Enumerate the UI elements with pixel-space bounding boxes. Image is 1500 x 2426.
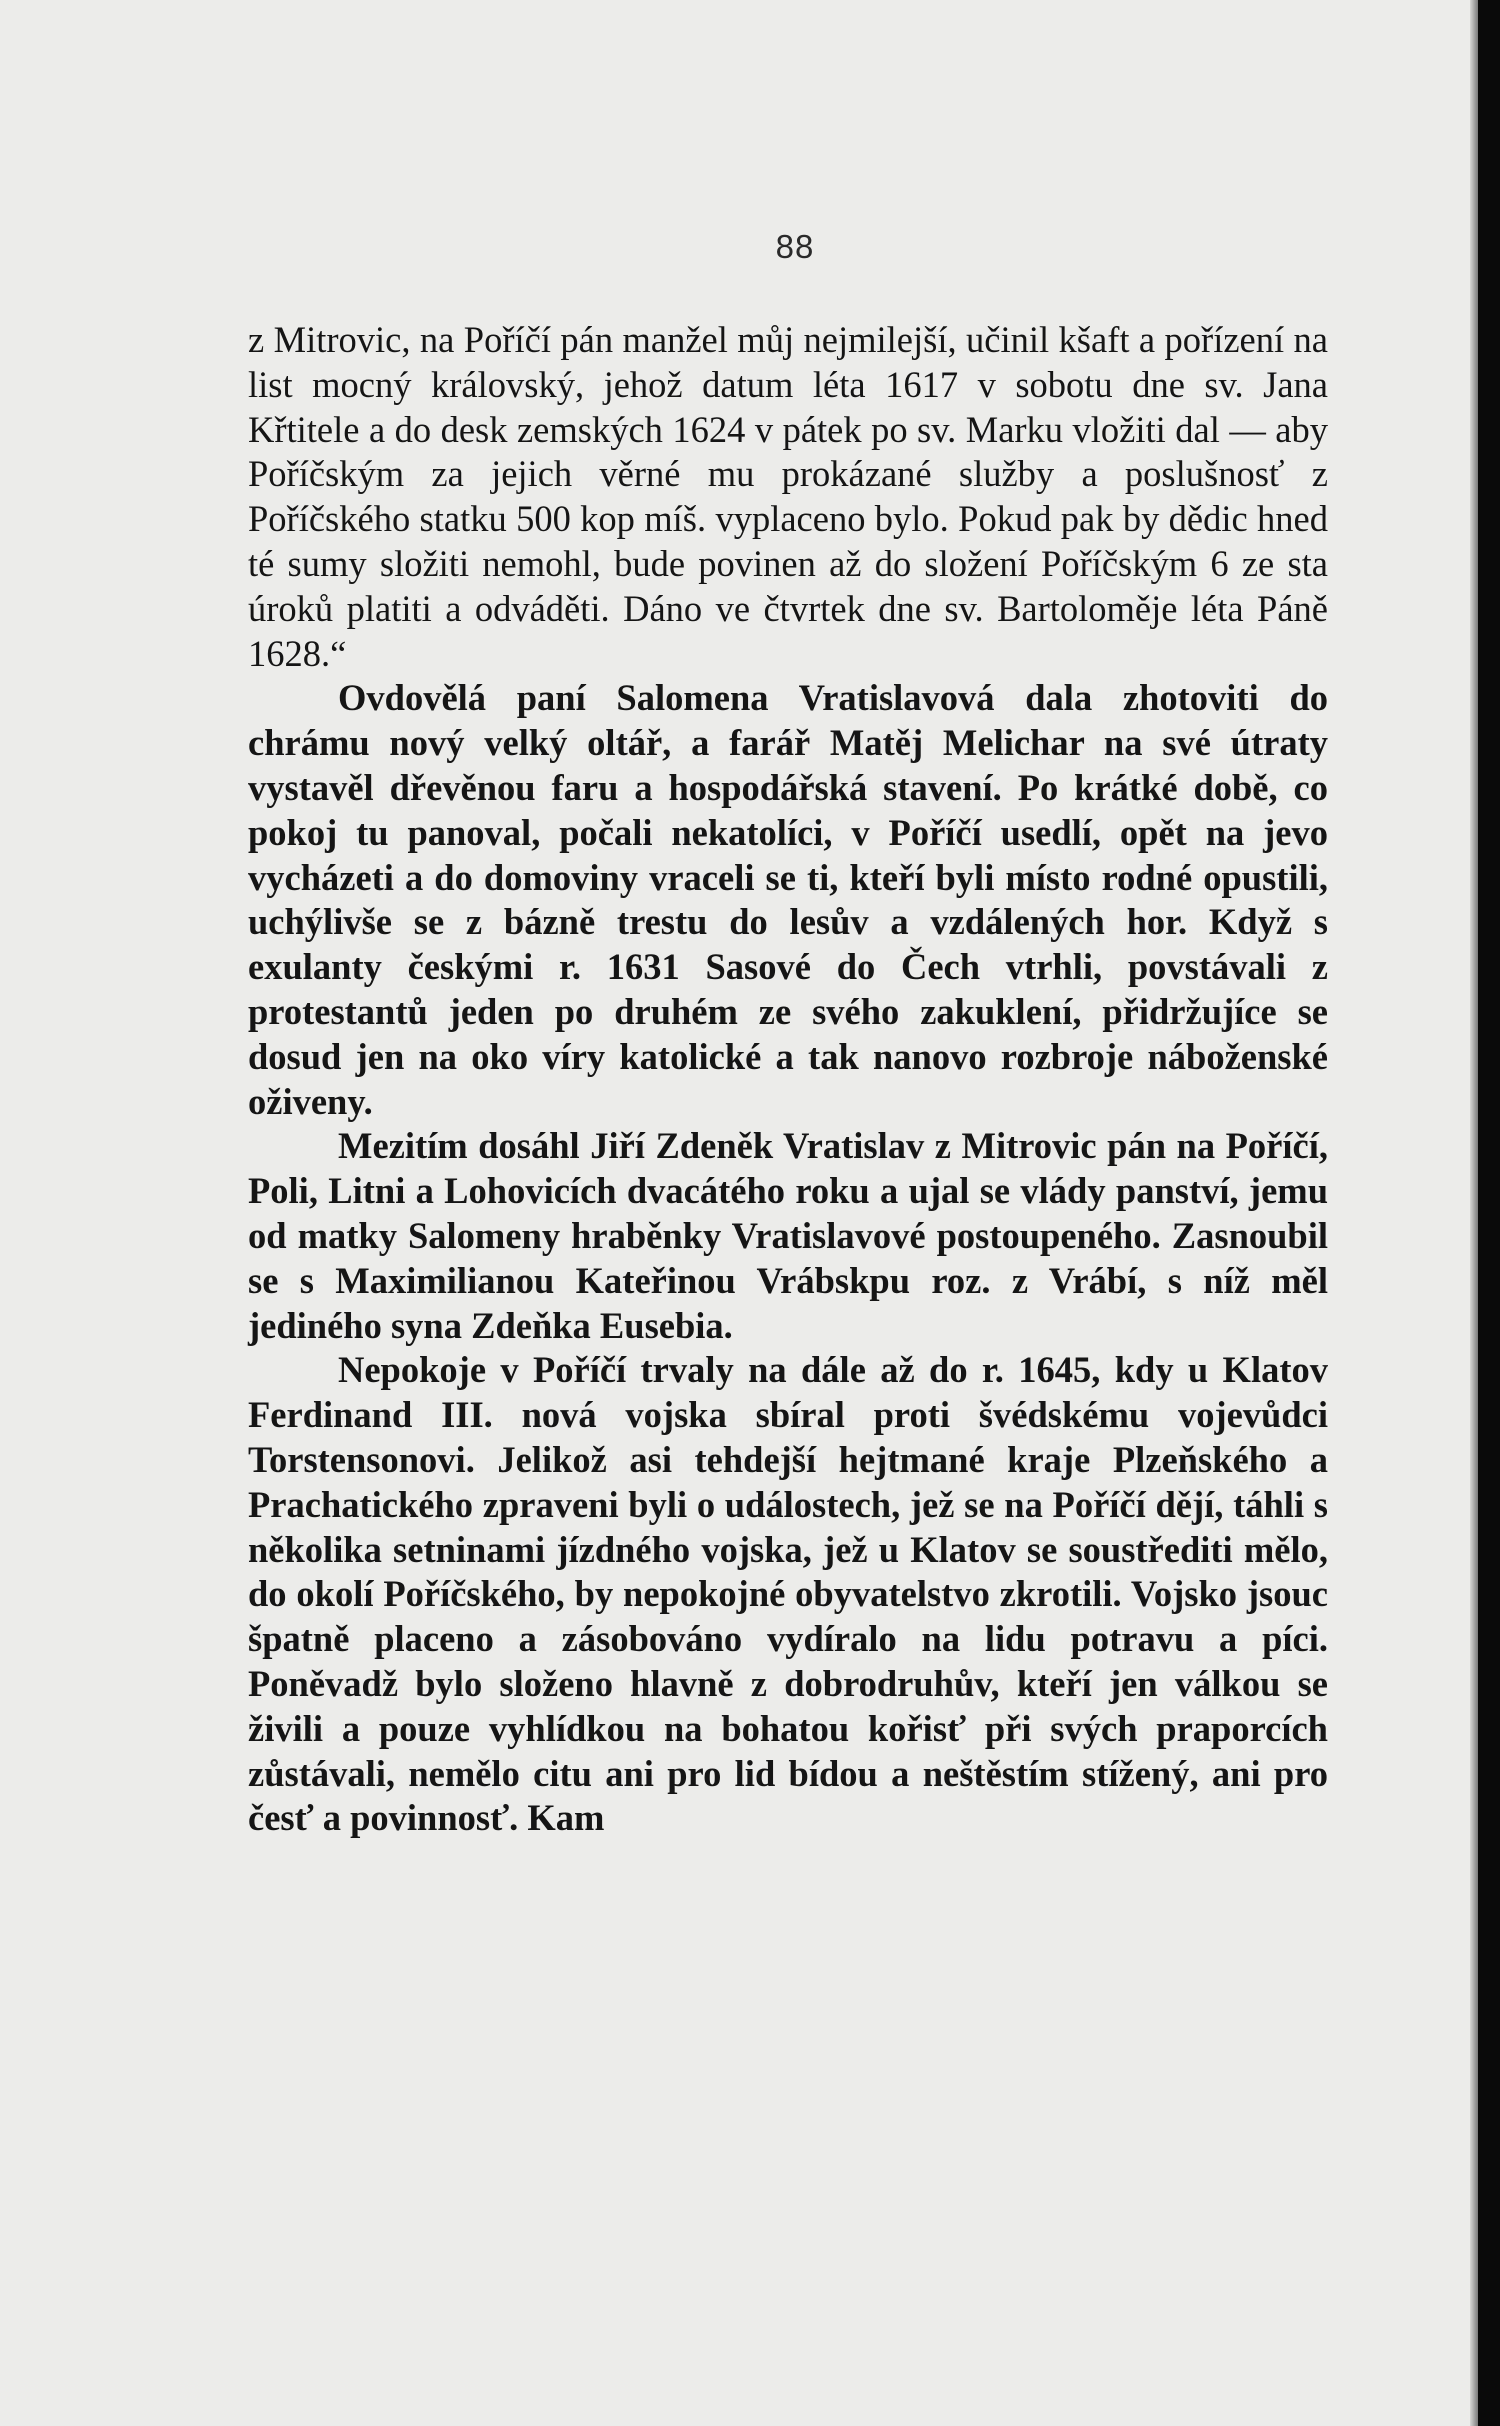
paragraph: Nepokoje v Poříčí trvaly na dále až do r. 1645, kdy u Klatov Ferdinand III. nová vojska sbíral proti švédskému vojevůdci Torstensonovi. Jelikož asi tehdejší hejtmané kraje Plzeňského a Prachatického zpraveni byli o událostech, jež se na Poříčí dějí, táhli s několika setninami jízdného vojska, jež u Klatov se soustřediti mělo, do okolí Poříčského, by nepokojné obyvatelstvo zkrotili. Vojsko jsouc špatně placeno a zásobováno vydíralo na lidu potravu a píci. Poněvadž bylo složeno hlavně z dobrodruhův, kteří jen válkou se živili a pouze vyhlídkou na bohatou kořisť při svých praporcích zůstávali, nemělo citu ani pro lid bídou a neštěstím stížený, ani pro česť a povinnosť. Kam <box>248 1349 1328 1839</box>
paragraph: Mezitím dosáhl Jiří Zdeněk Vratislav z Mitrovic pán na Poříčí, Poli, Litni a Lohovicích dvacátého roku a ujal se vlády panství, jemu od matky Salomeny hraběnky Vratislavové postoupeného. Zasnoubil se s Maximilianou Kateřinou Vrábskpu roz. z Vrábí, s níž měl jediného syna Zdeňka Eusebia. <box>248 1125 1328 1346</box>
page-number: 88 <box>775 228 815 265</box>
paragraph: z Mitrovic, na Poříčí pán manžel můj nejmilejší, učinil kšaft a pořízení na list mocný královský, jehož datum léta 1617 v sobotu dne sv. Jana Křtitele a do desk zemských 1624 v pátek po sv. Marku vložiti dal — aby Poříčským za jejich věrné mu prokázané služby a poslušnosť z Poříčského statku 500 kop míš. vyplaceno bylo. Pokud pak by dědic hned té sumy složiti nemohl, bude povinen až do složení Poříčským 6 ze sta úroků platiti a odváděti. Dáno ve čtvrtek dne sv. Bartoloměje léta Páně 1628.“ <box>248 319 1328 674</box>
body-text <box>248 318 1328 1841</box>
paragraph: Ovdovělá paní Salomena Vratislavová dala zhotoviti do chrámu nový velký oltář, a farář Matěj Melichar na své útraty vystavěl dřevěnou faru a hospodářská stavení. Po krátké době, co pokoj tu panoval, počali nekatolíci, v Poříčí usedlí, opět na jevo vycházeti a do domoviny vraceli se ti, kteří byli místo rodné opustili, uchýlivše se z bázně trestu do lesův a vzdálených hor. Když s exulanty českými r. 1631 Sasové do Čech vtrhli, povstávali z protestantů jeden po druhém ze svého zakuklení, přidržujíce se dosud jen na oko víry katolické a tak nanovo rozbroje náboženské oživeny. <box>248 677 1328 1122</box>
scan-border <box>1478 0 1500 2426</box>
page-edge-shadow <box>1470 0 1478 2426</box>
